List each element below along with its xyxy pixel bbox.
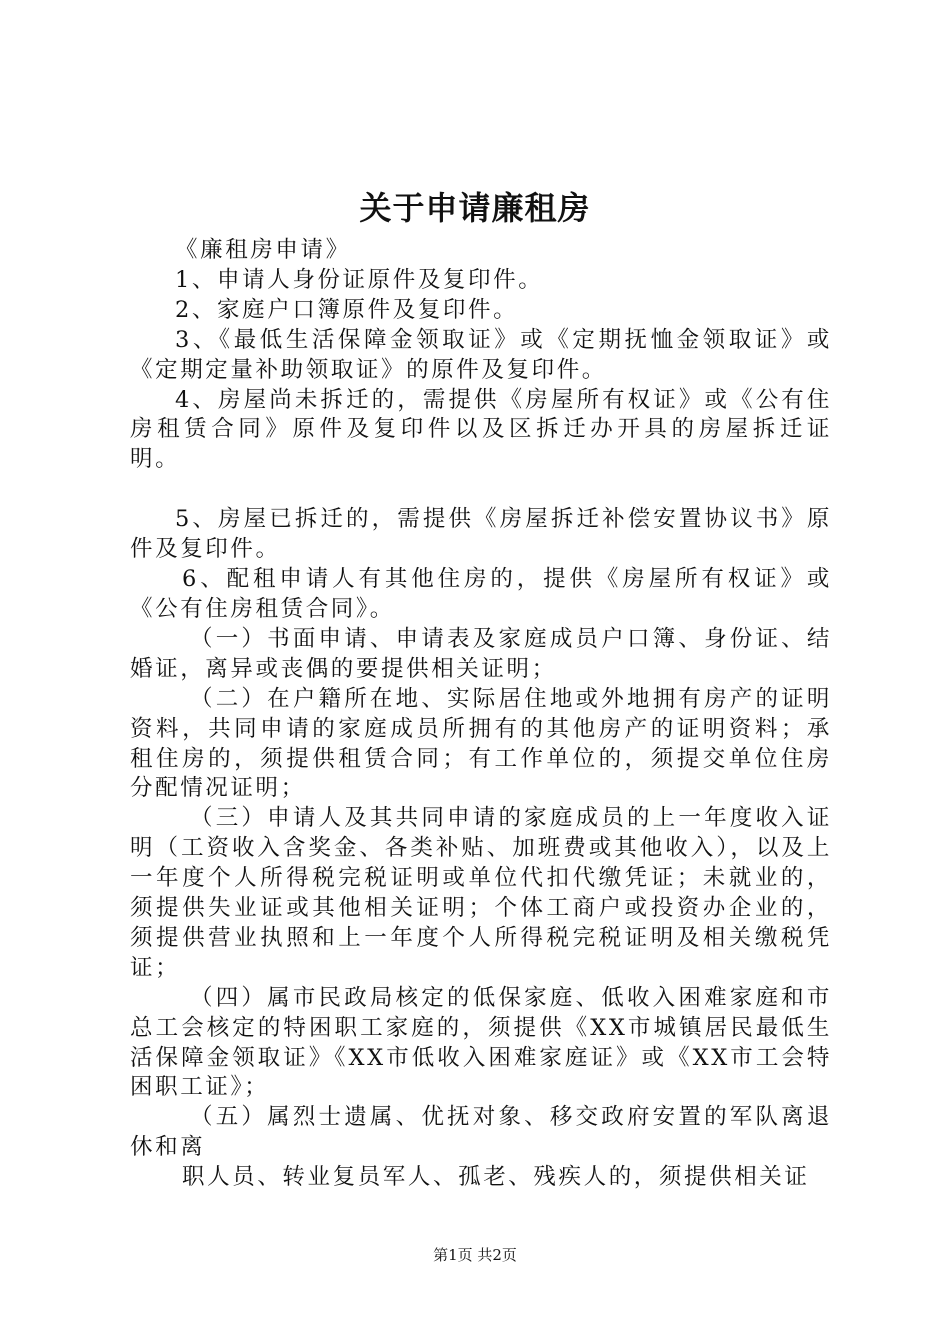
paragraph-sub-2: （二）在户籍所在地、实际居住地或外地拥有房产的证明资料，共同申请的家庭成员所拥有的其他房产的证明资料；承租住房的，须提供租赁合同；有工作单位的，须提交单位住房分配情况证明； bbox=[130, 685, 832, 802]
page-footer: 第1页 共2页 bbox=[433, 1246, 517, 1264]
paragraph-continuation: 职人员、转业复员军人、孤老、残疾人的，须提供相关证 bbox=[182, 1164, 810, 1191]
document-body bbox=[130, 236, 832, 1193]
paragraph-item-2: 2、家庭户口簿原件及复印件。 bbox=[175, 296, 519, 323]
paragraph-sub-5: （五）属烈士遗属、优抚对象、移交政府安置的军队离退休和离 bbox=[130, 1104, 832, 1161]
paragraph-heading: 《廉租房申请》 bbox=[175, 237, 351, 263]
paragraph-sub-4: （四）属市民政局核定的低保家庭、低收入困难家庭和市总工会核定的特困职工家庭的，须提供《XX市城镇居民最低生活保障金领取证》《XX市低收入困难家庭证》或《XX市工会特困职工证》； bbox=[130, 984, 832, 1101]
paragraph-item-1: 1、申请人身份证原件及复印件。 bbox=[175, 266, 544, 293]
blank-line bbox=[130, 475, 832, 505]
paragraph-sub-3: （三）申请人及其共同申请的家庭成员的上一年度收入证明（工资收入含奖金、各类补贴、加班费或其他收入），以及上一年度个人所得税完税证明或单位代扣代缴凭证；未就业的，须提供失业证或其他相关证明；个体工商户或投资办企业的，须提供营业执照和上一年度个人所得税完税证明及相关缴税凭证； bbox=[130, 805, 832, 981]
paragraph-item-6: 6、配租申请人有其他住房的，提供《房屋所有权证》或《公有住房租赁合同》。 bbox=[130, 566, 832, 622]
paragraph-sub-1: （一）书面申请、申请表及家庭成员户口簿、身份证、结婚证，离异或丧偶的要提供相关证明； bbox=[130, 625, 832, 682]
document-title: 关于申请廉租房 bbox=[359, 189, 591, 227]
paragraph-item-3: 3、《最低生活保障金领取证》或《定期抚恤金领取证》或《定期定量补助领取证》的原件及复印件。 bbox=[130, 326, 832, 383]
paragraph-item-4: 4、房屋尚未拆迁的，需提供《房屋所有权证》或《公有住房租赁合同》原件及复印件以及区拆迁办开具的房屋拆迁证明。 bbox=[130, 386, 832, 473]
paragraph-item-5: 5、房屋已拆迁的，需提供《房屋拆迁补偿安置协议书》原件及复印件。 bbox=[130, 506, 832, 563]
